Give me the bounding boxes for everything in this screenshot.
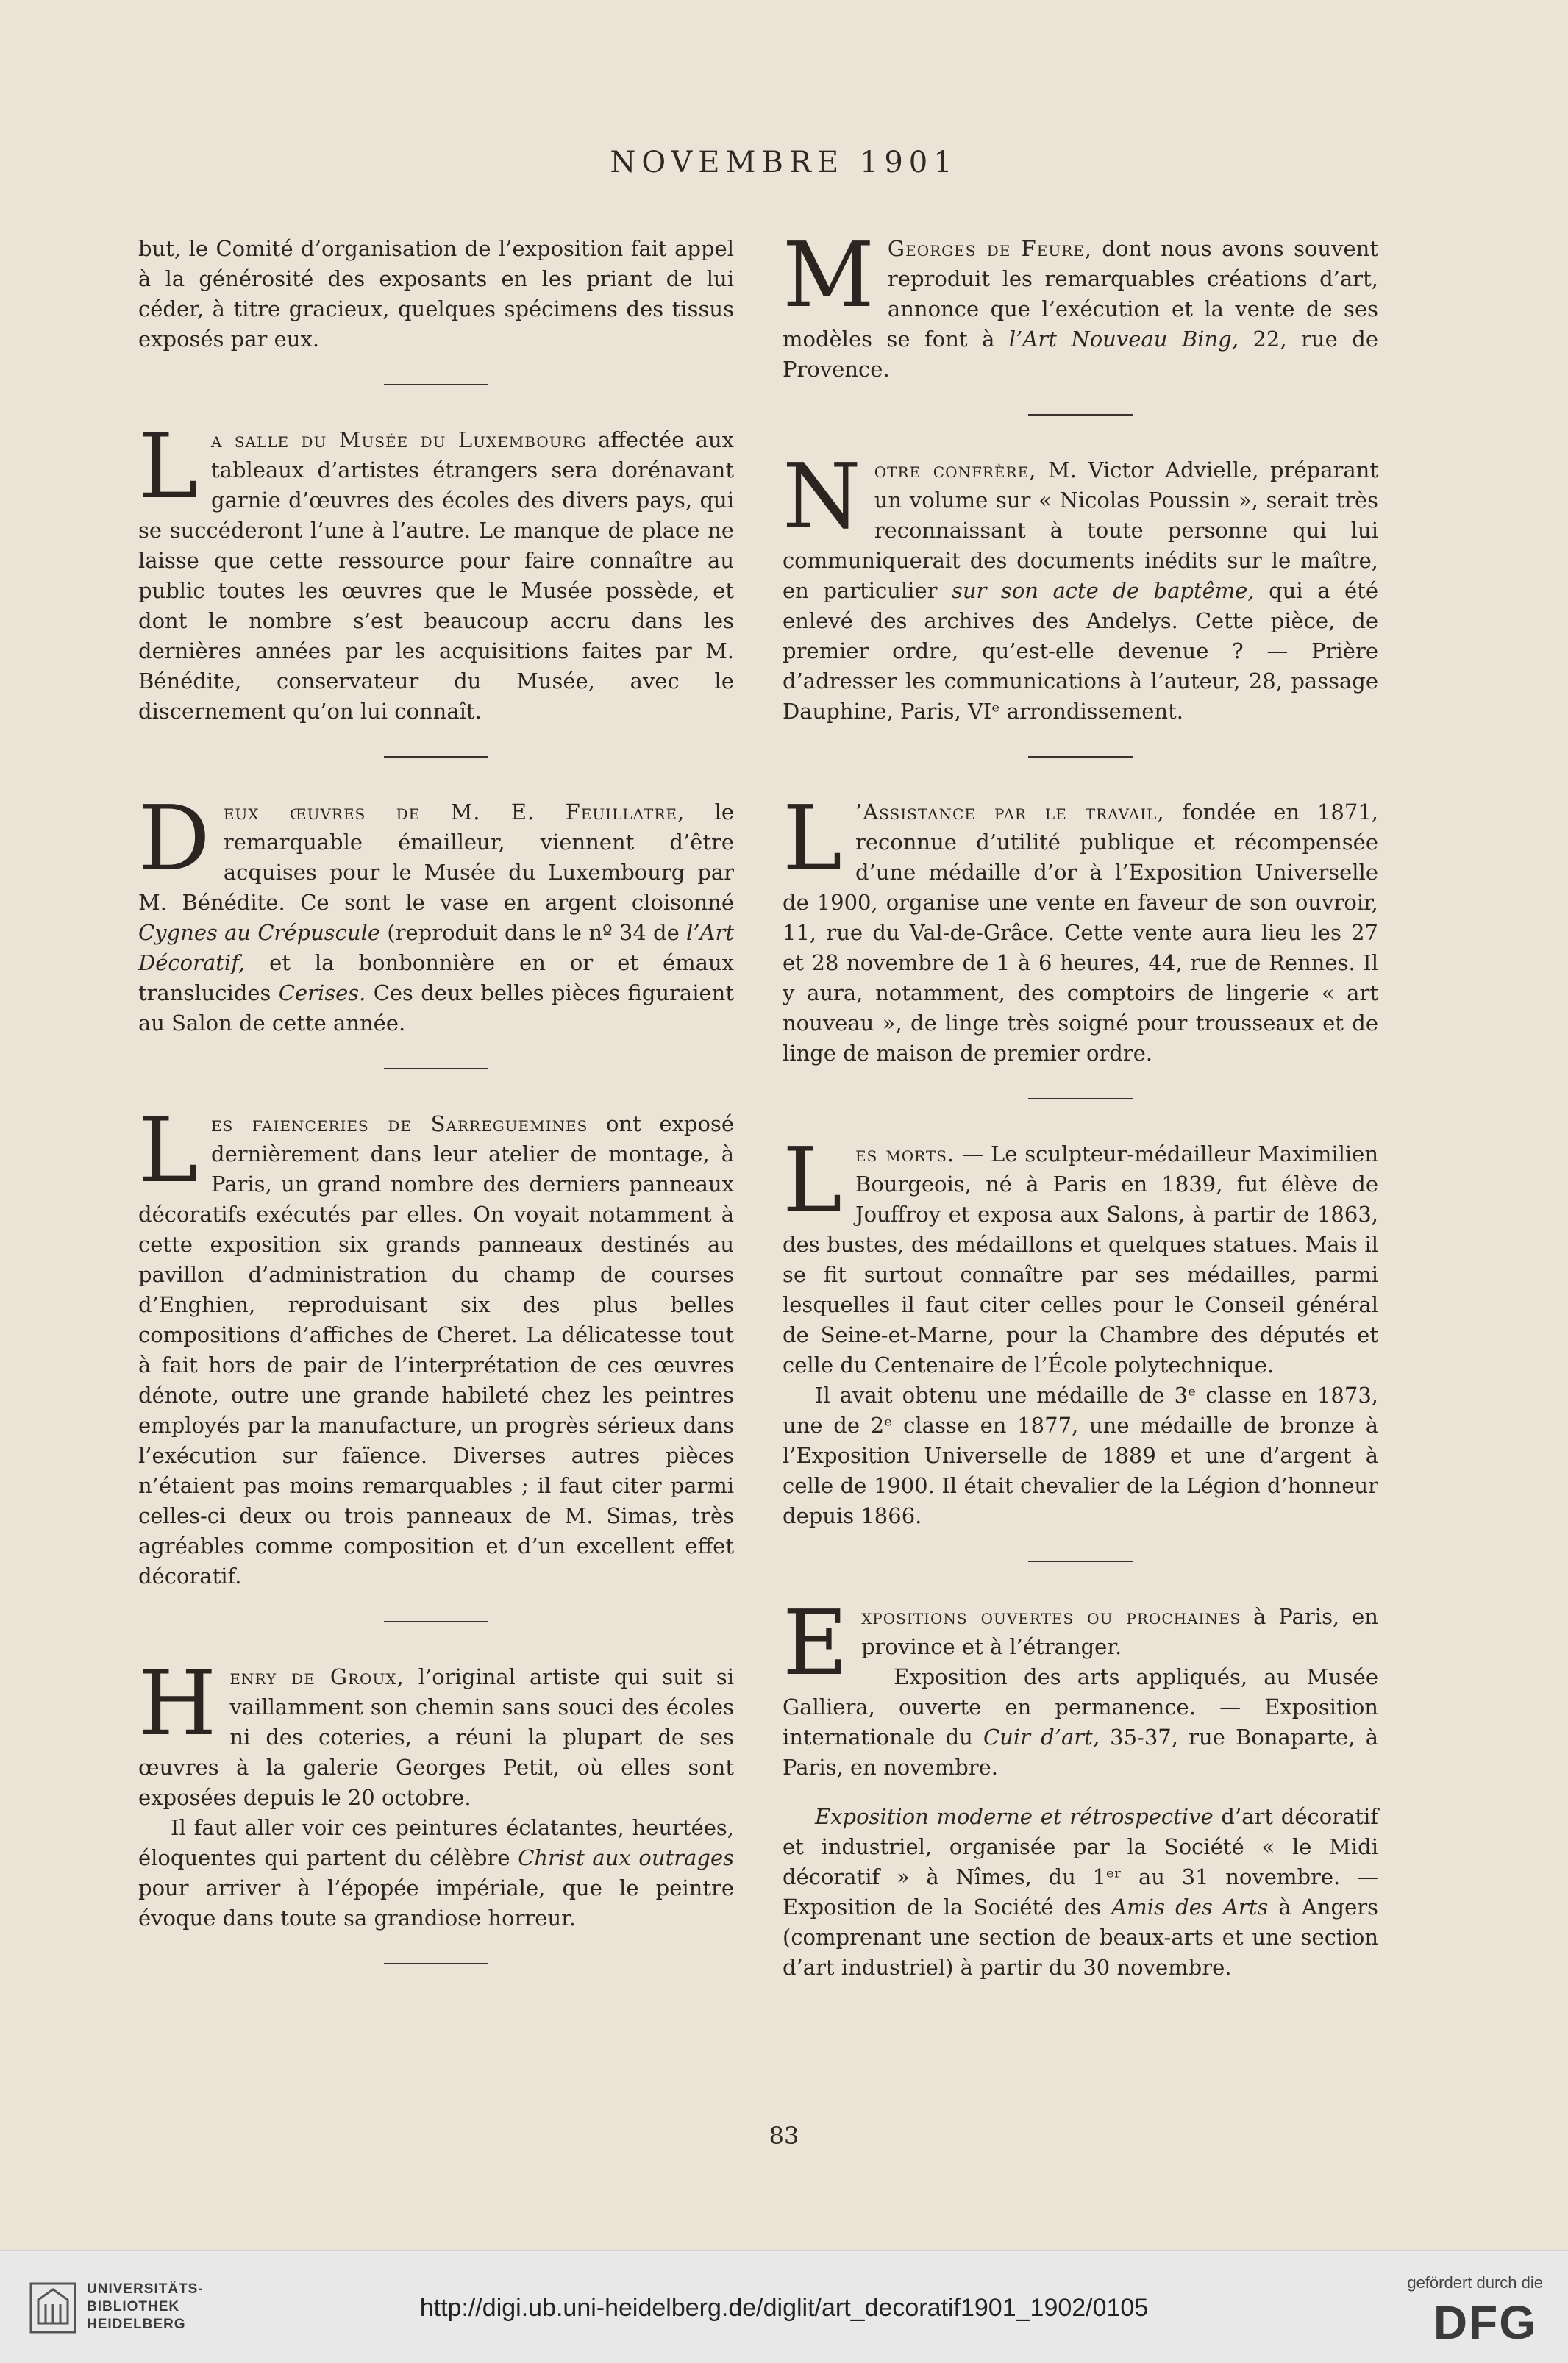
- paragraph-medailles: Il avait obtenu une médaille de 3ᵉ classe en 1873, une de 2ᵉ classe en 1877, une médaille de bronze à l’Exposition Universelle de 1889 et une d’argent à celle de 1900. Il était chevalier de la Légion d’honneur depuis 1866.: [783, 1383, 1378, 1528]
- section-divider: [1028, 1098, 1133, 1099]
- lead-in: es faienceries de Sarreguemines: [211, 1111, 588, 1136]
- paragraph-assistance: [783, 786, 1378, 1069]
- drop-cap: L: [138, 1098, 199, 1202]
- section-divider: [384, 1068, 488, 1069]
- section-divider: [384, 1963, 488, 1964]
- section-divider: [1028, 1561, 1133, 1562]
- paragraph-text: et la bonbonnière en or et émaux translucides: [138, 950, 734, 1005]
- paragraph-text: ont exposé dernièrement dans leur atelier de montage, à Paris, un grand nombre des derniers panneaux décoratifs exécutés par elles. On voyait notamment à cette exposition six grands panneaux destinés au pavillon d’administration du champ de courses d’Enghien, reproduisant six des plus belles compositions d’affiches de Cheret. La délicatesse tout à fait hors de pair de l’interprétation de ces œuvres dénote, outre une grande habileté chez les peintres employés par la manufacture, un progrès sérieux dans l’exécution sur faïence. Diverses autres pièces n’étaient pas moins remarquables ; il faut citer parmi celles-ci deux ou trois panneaux de M. Simas, très agréables comme composition et d’un excellent effet décoratif.: [138, 1111, 734, 1589]
- paragraph-peintures: [138, 1813, 734, 1933]
- drop-cap: N: [783, 444, 861, 549]
- lead-in: es morts.: [855, 1141, 955, 1166]
- dfg-logo: DFG: [1433, 2296, 1537, 2349]
- italic-title: sur son acte de baptême,: [952, 578, 1255, 603]
- paragraph-sarreguemines: [138, 1098, 734, 1592]
- digitization-footer: [0, 2250, 1568, 2363]
- paragraph-musee-luxembourg: [138, 414, 734, 727]
- paragraph-text: Exposition des arts appliqués, au Musée Galliera, ouverte en permanence. — Exposition internationale du: [783, 1664, 1378, 1750]
- right-column: [783, 223, 1378, 1983]
- italic-title: l’Art Décoratif,: [138, 920, 734, 975]
- paragraph-text: dont nous avons souvent reproduit les remarquables créations d’art, annonce que l’exécution et la vente de ses modèles se font à: [783, 236, 1378, 352]
- section-divider: [384, 756, 488, 758]
- drop-cap: E: [783, 1591, 849, 1695]
- paragraph-text: l’original artiste qui suit si vaillamment son chemin sans souci des écoles ni des coteries, a réuni la plupart de ses œuvres à la galerie Georges Petit, où elles sont exposées depuis le 20 octobre.: [138, 1664, 734, 1810]
- paragraph-text: 35-37, rue Bonaparte, à Paris, en novembre.: [783, 1725, 1378, 1780]
- library-name-line: BIBLIOTHEK: [87, 2299, 180, 2314]
- page-header: NOVEMBRE 1901: [610, 146, 958, 179]
- section-divider: [1028, 756, 1133, 758]
- lead-in: enry de Groux,: [229, 1664, 405, 1689]
- paragraph-text: à Angers (comprenant une section de beaux-arts et une section d’art industriel) à partir du 30 novembre.: [783, 1895, 1378, 1980]
- paragraph-henry-de-groux: [138, 1651, 734, 1813]
- drop-cap: L: [783, 786, 843, 891]
- paragraph-les-morts: [783, 1128, 1378, 1380]
- paragraph-expositions: [783, 1591, 1378, 1695]
- paragraph-advielle: [783, 444, 1378, 727]
- section-divider: [384, 1621, 488, 1622]
- drop-cap: H: [138, 1651, 217, 1756]
- paragraph-text: (reproduit dans le nº 34 de: [380, 920, 687, 945]
- permalink-url[interactable]: http://digi.ub.uni-heidelberg.de/diglit/art_decoratif1901_1902/0105: [419, 2294, 1149, 2322]
- italic-title: Cygnes au Crépuscule: [138, 920, 381, 945]
- paragraph-text: 22, rue de Provence.: [783, 327, 1378, 382]
- lead-in: Georges de Feure,: [887, 236, 1093, 261]
- section-divider: [1028, 414, 1133, 416]
- paragraph-text: qui a été enlevé des archives des Andelys. Cette pièce, de premier ordre, qu’est-elle devenue ? — Prière d’adresser les communications à l’auteur, 28, passage Dauphine, Paris, VIᵉ arrondissement.: [783, 578, 1378, 724]
- funded-by-label: gefördert durch die: [1407, 2273, 1543, 2292]
- drop-cap: L: [783, 1128, 843, 1233]
- paragraph-text: pour arriver à l’épopée impériale, que le peintre évoque dans toute sa grandiose horreur.: [138, 1875, 734, 1931]
- paragraph-text: le remarquable émailleur, viennent d’être acquises pour le Musée du Luxembourg par M. Bénédite. Ce sont le vase en argent cloisonné: [138, 799, 735, 915]
- drop-cap: M: [783, 223, 874, 327]
- paragraph-feuillatre: [138, 786, 735, 1038]
- italic-title: Cerises.: [278, 980, 366, 1005]
- paragraph-text: Il faut aller voir ces peintures éclatantes, heurtées, éloquentes qui partent du célèbre: [138, 1815, 734, 1870]
- lead-in: otre confrère,: [874, 457, 1037, 482]
- paragraph-text: à Paris, en province et à l’étranger.: [861, 1604, 1378, 1659]
- italic-title: Amis des Arts: [1111, 1895, 1269, 1920]
- lead-in: eux œuvres de M. E. Feuillatre,: [223, 799, 685, 824]
- page-number: 83: [769, 2122, 799, 2150]
- lead-in: a salle du Musée du Luxembourg: [211, 427, 587, 452]
- paragraph-galliera: [783, 1662, 1378, 1783]
- italic-title: l’Art Nouveau Bing,: [1008, 327, 1239, 352]
- paragraph-text: d’art décoratif et industriel, organisée par la Société « le Midi décoratif » à Nîmes, du 1ᵉʳ au 31 novembre. — Exposition de la Société des: [783, 1804, 1378, 1920]
- paragraph-text: affectée aux tableaux d’artistes étrangers sera dorénavant garnie d’œuvres des écoles des divers pays, qui se succéderont l’une à l’autre. Le manque de place ne laisse que cette ressource pour faire connaître au public toutes les œuvres que le Musée possède, et dont le nombre s’est beaucoup accru dans les dernières années par les acquisitions faites par M. Bénédite, conservateur du Musée, avec le discernement qu’on lui connaît.: [138, 427, 734, 724]
- paragraph-text: M. Victor Advielle, préparant un volume sur « Nicolas Poussin », serait très reconnaissant à toute personne qui lui communiquerait des documents inédits sur le maître, en particulier: [783, 457, 1378, 603]
- paragraph-comite: but, le Comité d’organisation de l’exposition fait appel à la générosité des exposants en les priant de lui céder, à titre gracieux, quelques spécimens des tissus exposés par eux.: [138, 236, 734, 352]
- italic-title: Exposition moderne et rétrospective: [815, 1804, 1214, 1829]
- paragraph-text: — Le sculpteur-médailleur Maximilien Bourgeois, né à Paris en 1839, fut élève de Jouffroy et exposa aux Salons, à partir de 1863, des bustes, des médaillons et quelques statues. Mais il se fit surtout connaître par ses médailles, parmi lesquelles il faut citer celles pour le Conseil général de Seine-et-Marne, pour la Chambre des députés et celle du Centenaire de l’École polytechnique.: [783, 1141, 1378, 1377]
- paragraph-nimes-angers: [783, 1802, 1378, 1983]
- italic-title: Christ aux outrages: [518, 1845, 734, 1870]
- paragraph-text: fondée en 1871, reconnue d’utilité publique et récompensée d’une médaille d’or à l’Exposition Universelle de 1900, organise une vente en faveur de son ouvroir, 11, rue du Val-de-Grâce. Cette vente aura lieu les 27 et 28 novembre de 1 à 6 heures, 44, rue de Rennes. Il y aura, notamment, des comptoirs de lingerie « art nouveau », de linge très soigné pour trousseaux et de linge de maison de premier ordre.: [783, 799, 1378, 1066]
- section-divider: [384, 384, 488, 385]
- library-name-line: HEIDELBERG: [87, 2317, 186, 2332]
- drop-cap: D: [138, 786, 210, 891]
- paragraph-georges-de-feure: [783, 223, 1378, 385]
- paragraph-text: Ces deux belles pièces figuraient au Salon de cette année.: [138, 980, 734, 1036]
- italic-title: Cuir d’art,: [983, 1725, 1100, 1750]
- drop-cap: L: [138, 414, 199, 518]
- lead-in: ’Assistance par le travail,: [855, 799, 1165, 824]
- left-column: [138, 234, 734, 2004]
- library-name-line: UNIVERSITÄTS-: [87, 2281, 204, 2297]
- lead-in: xpositions ouvertes ou prochaines: [861, 1604, 1241, 1629]
